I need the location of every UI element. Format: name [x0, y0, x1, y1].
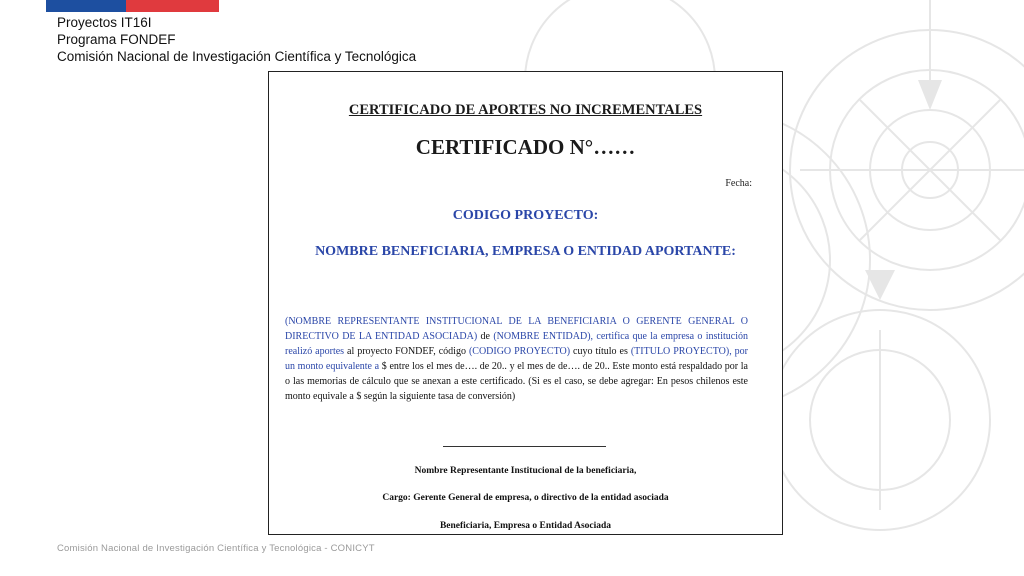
header: [57, 14, 416, 65]
footer: Comisión Nacional de Investigación Científica y Tecnológica - CONICYT: [57, 543, 375, 554]
signature-line: [443, 446, 606, 447]
body-text-6: $ entre los el mes de…. de 20.. y el mes de de…. de 20.. Este monto está respaldado por la o las memorias de cálculo que se anexan a este certificado. (Si es el caso, se debe agregar: En pesos chilenos este monto equivale a $ según la siguiente tasa de conversión): [285, 361, 748, 402]
fecha-label: Fecha:: [725, 178, 752, 189]
nombre-beneficiaria-label: NOMBRE BENEFICIARIA, EMPRESA O ENTIDAD APORTANTE:: [315, 244, 736, 259]
certificate-body: [285, 314, 748, 404]
body-text-5: , por un monto equivalente a: [285, 346, 748, 372]
body-text-4: cuyo título es: [570, 346, 631, 357]
entity-placeholder: (NOMBRE ENTIDAD): [493, 331, 591, 342]
body-text-1: de: [477, 331, 494, 342]
certificate-document: [268, 71, 783, 535]
body-text-2: , certifica que la empresa o institución realizó aportes: [285, 331, 748, 357]
codigo-placeholder: (CODIGO PROYECTO): [468, 346, 571, 357]
certificate-title: CERTIFICADO DE APORTES NO INCREMENTALES: [348, 102, 703, 118]
signature-name: Nombre Representante Institucional de la beneficiaria,: [414, 466, 637, 476]
body-text-3: al proyecto FONDEF, código: [344, 346, 469, 357]
certificate-number: CERTIFICADO N°……: [415, 135, 636, 159]
codigo-proyecto-label: CODIGO PROYECTO:: [452, 208, 599, 223]
header-program: Programa FONDEF: [57, 32, 176, 47]
signature-entity: Beneficiaria, Empresa o Entidad Asociada: [439, 521, 612, 531]
header-commission: Comisión Nacional de Investigación Científica y Tecnológica: [57, 49, 417, 64]
representative-placeholder: (NOMBRE REPRESENTANTE INSTITUCIONAL DE LA BENEFICIARIA O GERENTE GENERAL O DIRECTIVO DE LA ENTIDAD ASOCIADA): [285, 316, 748, 342]
signature-cargo: Cargo: Gerente General de empresa, o directivo de la entidad asociada: [382, 493, 669, 503]
titulo-placeholder: (TITULO PROYECTO): [630, 346, 730, 357]
header-project: Proyectos IT16I: [57, 15, 152, 30]
